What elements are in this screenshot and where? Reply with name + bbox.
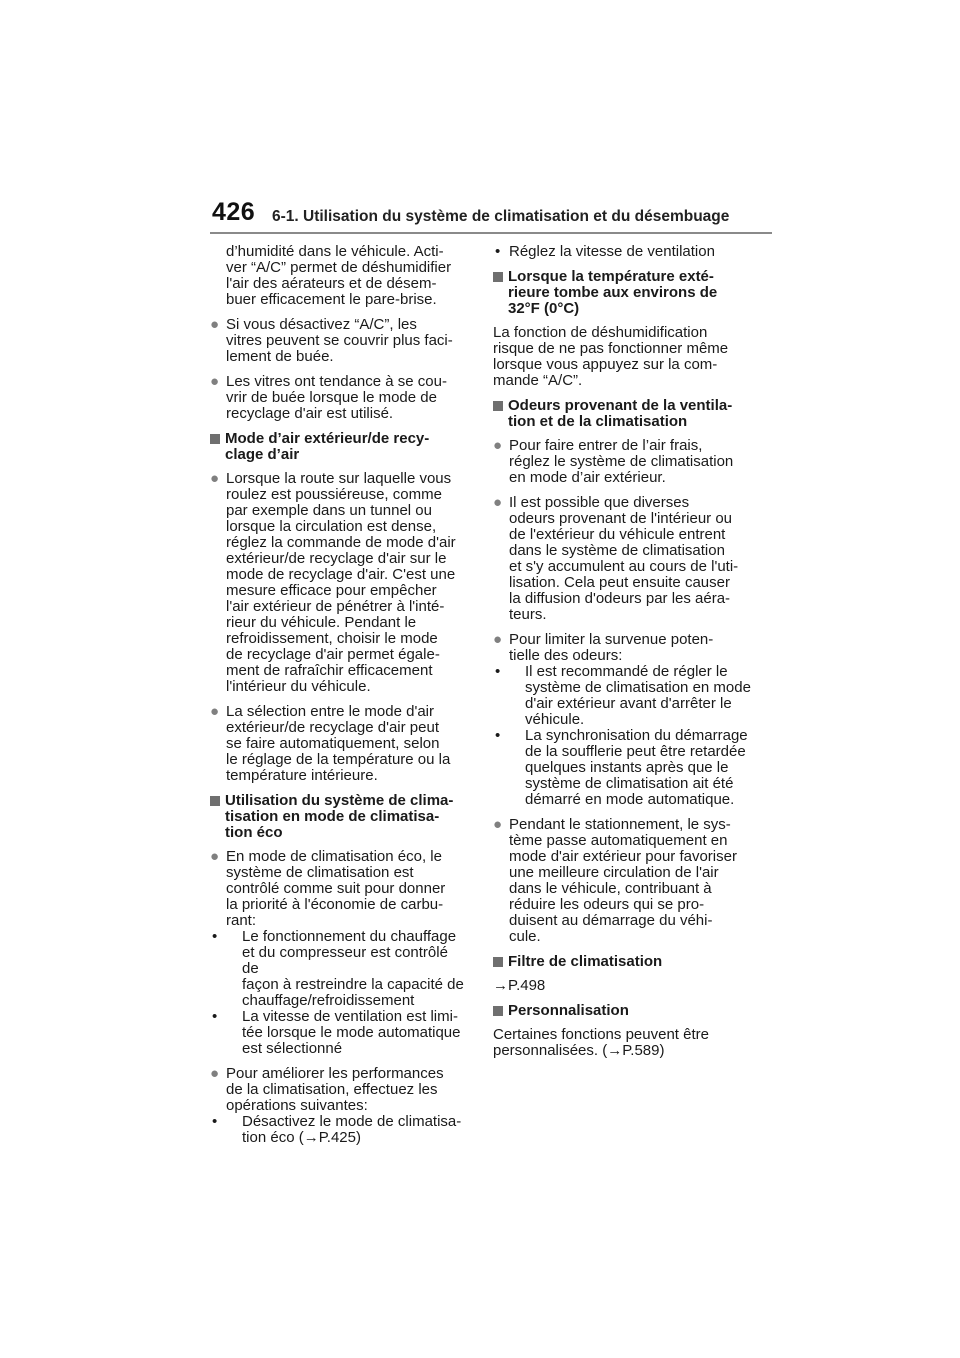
text-line: dans le véhicule, contribuant à (509, 880, 712, 897)
text-line: La synchronisation du démarrage (525, 727, 748, 744)
square-icon (493, 401, 503, 411)
text-line: tielle des odeurs: (509, 647, 623, 664)
text-line: quelques instants après que le (525, 759, 729, 776)
text-line: lorsque la circulation est dense, (226, 518, 437, 535)
text-line: personnalisées. (→P.589) (493, 1042, 665, 1059)
text-line: mode de recyclage d'air. C'est une (226, 566, 456, 583)
right-column (493, 244, 755, 1068)
square-icon (210, 796, 220, 806)
chapter-title: 6-1. Utilisation du système de climatisation et du désembuage (272, 208, 730, 225)
text-line: l'air des aérateurs et de désem- (226, 275, 437, 292)
sub-item (493, 728, 755, 808)
text-line: rant: (226, 912, 257, 929)
bullet-item (210, 849, 468, 1057)
sub-item (493, 244, 755, 260)
text-line: recyclage d'air est utilisé. (226, 405, 394, 422)
text-line: réglez le système de climatisation (509, 453, 734, 470)
text-line: ment de rafraîchir efficacement (226, 662, 433, 679)
text-line: Mode d’air extérieur/de recy- (225, 430, 430, 447)
text-line: de la climatisation, effectuez les (226, 1081, 438, 1098)
sub-bullet-icon: • (495, 727, 501, 744)
text-line: façon à restreindre la capacité de (242, 976, 464, 993)
bullet-icon: ● (210, 848, 220, 865)
bullet-icon: ● (210, 703, 220, 720)
text-line: système de climatisation en mode (525, 679, 751, 696)
text-line: lorsque vous appuyez sur la com- (493, 356, 718, 373)
sub-item (210, 1114, 468, 1146)
text-line: véhicule. (525, 711, 585, 728)
text-line: Il est possible que diverses (509, 494, 690, 511)
square-icon (493, 272, 503, 282)
bullet-item (210, 704, 468, 784)
text-line: mande “A/C”. (493, 372, 583, 389)
page-number: 426 (212, 198, 256, 226)
text-line: Pendant le stationnement, le sys- (509, 816, 731, 833)
bullet-icon: ● (210, 470, 220, 487)
section-heading (210, 431, 468, 463)
text-line: buer efficacement le pare-brise. (226, 291, 437, 308)
text-line: La sélection entre le mode d'air (226, 703, 434, 720)
section-heading (493, 954, 755, 970)
text-line: de l'extérieur du véhicule entrent (509, 526, 726, 543)
bullet-icon: ● (493, 631, 503, 648)
text-line: en mode d’air extérieur. (509, 469, 666, 486)
text-line: tée lorsque le mode automatique (242, 1024, 461, 1041)
text-line: tème passe automatiquement en (509, 832, 728, 849)
text-line: Pour limiter la survenue poten- (509, 631, 714, 648)
sub-bullet-icon: • (495, 663, 501, 680)
text-line: le réglage de la température ou la (226, 751, 451, 768)
text-line: Pour faire entrer de l’air frais, (509, 437, 703, 454)
text-line: lisation. Cela peut ensuite causer (509, 574, 730, 591)
bullet-item (210, 317, 468, 365)
bullet-item (493, 632, 755, 808)
square-icon (493, 957, 503, 967)
text-line: Si vous désactivez “A/C”, les (226, 316, 417, 333)
bullet-item (493, 495, 755, 623)
text-line: et s'y accumulent au cours de l'uti- (509, 558, 739, 575)
text-line: Odeurs provenant de la ventila- (508, 397, 733, 414)
text-line: se faire automatiquement, selon (226, 735, 440, 752)
paragraph (493, 1027, 755, 1059)
text-line: Il est recommandé de régler le (525, 663, 728, 680)
section-heading (210, 793, 468, 841)
text-line: réduire les odeurs qui se pro- (509, 896, 705, 913)
text-line: démarré en mode automatique. (525, 791, 735, 808)
text-line: La vitesse de ventilation est limi- (242, 1008, 458, 1025)
bullet-icon: ● (210, 1065, 220, 1082)
text-line: rieur du véhicule. Pendant le (226, 614, 417, 631)
sub-bullet-icon: • (212, 928, 218, 945)
text-line: mode d'air extérieur pour favoriser (509, 848, 737, 865)
text-line: lement de buée. (226, 348, 334, 365)
text-line: réglez la commande de mode d'air (226, 534, 456, 551)
text-line: risque de ne pas fonctionner même (493, 340, 729, 357)
text-line: rieure tombe aux environs de (508, 284, 718, 301)
text-line: contrôlé comme suit pour donner (226, 880, 446, 897)
text-line: Certaines fonctions peuvent être (493, 1026, 709, 1043)
text-line: Les vitres ont tendance à se cou- (226, 373, 447, 390)
text-line: 32°F (0°C) (508, 300, 580, 317)
text-line: opérations suivantes: (226, 1097, 368, 1114)
section-heading (493, 269, 755, 317)
sub-bullet-icon: • (212, 1113, 218, 1130)
sub-item (210, 1009, 468, 1057)
text-line: extérieur/de recyclage d'air sur le (226, 550, 447, 567)
text-line: système de climatisation ait été (525, 775, 734, 792)
paragraph (493, 325, 755, 389)
text-line: extérieur/de recyclage d'air peut (226, 719, 439, 736)
text-line: ver “A/C” permet de déshumidifier (226, 259, 452, 276)
page-reference[interactable]: tion éco (→P.425) (242, 1129, 361, 1146)
sub-item (210, 929, 468, 1009)
text-line: En mode de climatisation éco, le (226, 848, 442, 865)
text-line: par exemple dans un tunnel ou (226, 502, 432, 519)
bullet-item (210, 1066, 468, 1146)
bullet-icon: ● (210, 316, 220, 333)
text-line: de la soufflerie peut être retardée (525, 743, 746, 760)
text-line: d’humidité dans le véhicule. Acti- (226, 243, 444, 260)
text-line: vitres peuvent se couvrir plus faci- (226, 332, 453, 349)
text-line: roulez est poussiéreuse, comme (226, 486, 442, 503)
text-line: Utilisation du système de clima- (225, 792, 454, 809)
text-line: Le fonctionnement du chauffage (242, 928, 457, 945)
text-line: tion éco (225, 824, 283, 841)
text-line: teurs. (509, 606, 547, 623)
text-line: la priorité à l'économie de carbu- (226, 896, 444, 913)
sub-bullet-icon: • (495, 243, 501, 260)
sub-bullet-icon: • (212, 1008, 218, 1025)
text-line: refroidissement, choisir le mode (226, 630, 438, 647)
sub-item (493, 664, 755, 728)
text-line: chauffage/refroidissement (242, 992, 415, 1009)
header-rule (210, 232, 772, 234)
text-line: odeurs provenant de l'intérieur ou (509, 510, 733, 527)
text-line: Réglez la vitesse de ventilation (509, 243, 715, 260)
text-line: Filtre de climatisation (508, 953, 663, 970)
text-line: l'intérieur du véhicule. (226, 678, 371, 695)
bullet-item (493, 817, 755, 945)
bullet-icon: ● (493, 816, 503, 833)
text-line: Personnalisation (508, 1002, 629, 1019)
text-line: mesure efficace pour empêcher (226, 582, 437, 599)
text-line: tisation en mode de climatisa- (225, 808, 440, 825)
text-line: cule. (509, 928, 541, 945)
text-line: duisent au démarrage du véhi- (509, 912, 713, 929)
text-line: et du compresseur est contrôlé de (242, 944, 448, 977)
page-reference[interactable]: →P.498 (493, 977, 546, 994)
bullet-icon: ● (210, 373, 220, 390)
text-line: dans le système de climatisation (509, 542, 725, 559)
text-line: tion et de la climatisation (508, 413, 688, 430)
section-heading (493, 398, 755, 430)
page-header (210, 196, 772, 236)
text-line: vrir de buée lorsque le mode de (226, 389, 437, 406)
text-line: clage d’air (225, 446, 300, 463)
intro-paragraph (210, 244, 468, 308)
text-line: une meilleure circulation de l'air (509, 864, 719, 881)
text-line: Lorsque la route sur laquelle vous (226, 470, 452, 487)
bullet-item (493, 438, 755, 486)
bullet-item (210, 374, 468, 422)
text-line: La fonction de déshumidification (493, 324, 708, 341)
text-line: est sélectionné (242, 1040, 343, 1057)
bullet-icon: ● (493, 494, 503, 511)
bullet-icon: ● (493, 437, 503, 454)
section-heading (493, 1003, 755, 1019)
square-icon (210, 434, 220, 444)
text-line: Lorsque la température exté- (508, 268, 714, 285)
text-line: Pour améliorer les performances (226, 1065, 444, 1082)
text-line: système de climatisation est (226, 864, 414, 881)
square-icon (493, 1006, 503, 1016)
bullet-item (210, 471, 468, 695)
left-column (210, 244, 468, 1155)
text-line: température intérieure. (226, 767, 378, 784)
text-line: la diffusion d'odeurs par les aéra- (509, 590, 731, 607)
text-line: de recyclage d'air permet égale- (226, 646, 440, 663)
text-line: l'air extérieur de pénétrer à l'inté- (226, 598, 445, 615)
text-line: Désactivez le mode de climatisa- (242, 1113, 462, 1130)
text-line: d'air extérieur avant d'arrêter le (525, 695, 732, 712)
